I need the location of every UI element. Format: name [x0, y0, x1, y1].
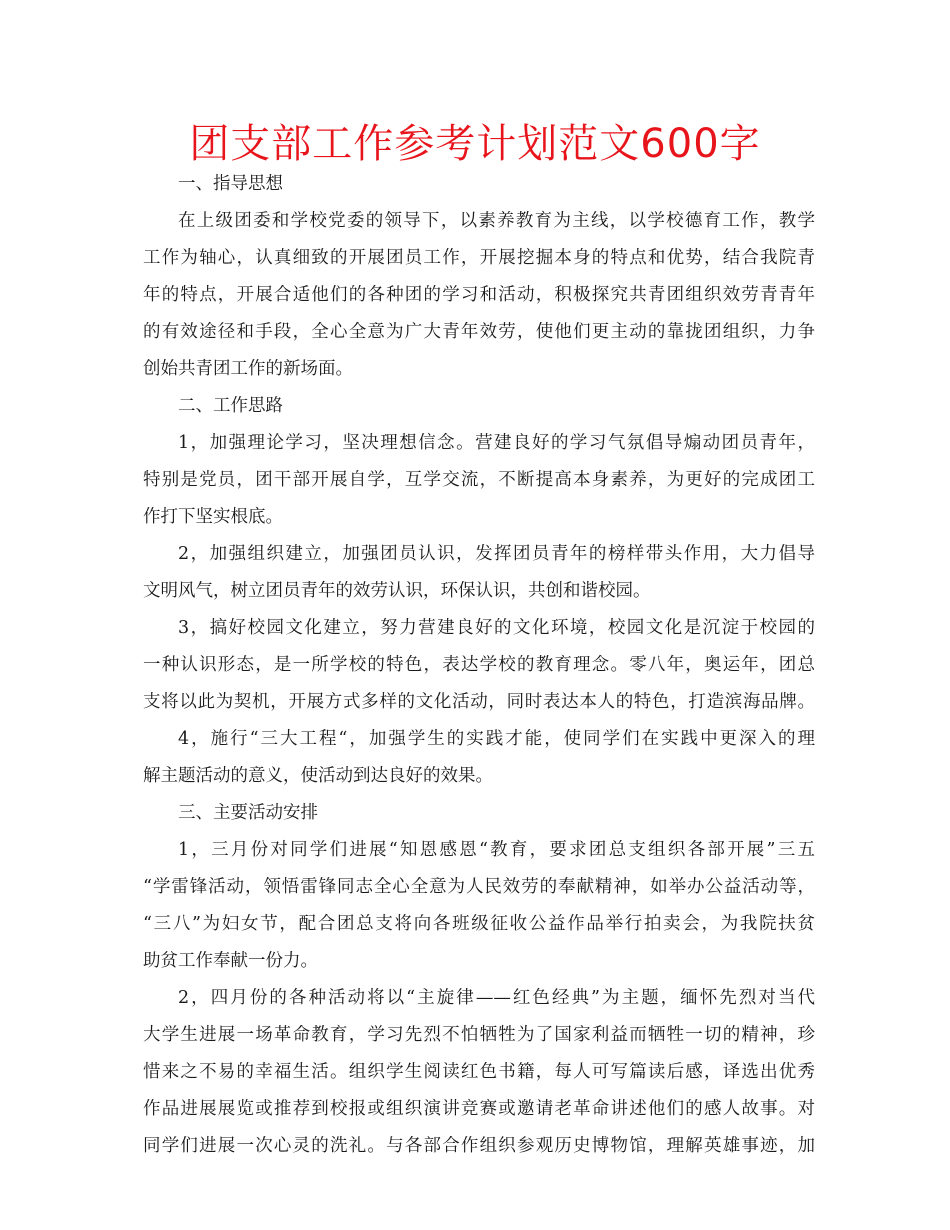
text-line: 解主题活动的意义，使活动到达良好的效果。	[143, 766, 493, 786]
text-line: 3，搞好校园文化建立，努力营建良好的文化环境，校园文化是沉淀于校园的	[178, 618, 815, 638]
text-line: “学雷锋活动，领悟雷锋同志全心全意为人民效劳的奉献精神，如举办公益活动等，	[143, 877, 815, 897]
document-body	[143, 166, 815, 1165]
text-line: 年的特点，开展合适他们的各种团的学习和活动，积极探究共青团组织效劳青青年	[143, 285, 815, 305]
text-line: “三八”为妇女节，配合团总支将向各班级征收公益作品举行拍卖会，为我院扶贫	[143, 914, 815, 934]
text-line: 助贫工作奉献一份力。	[143, 951, 318, 971]
text-line: 2，加强组织建立，加强团员认识，发挥团员青年的榜样带头作用，大力倡导	[178, 544, 815, 564]
text-line: 三、主要活动安排	[178, 803, 318, 823]
text-line: 在上级团委和学校党委的领导下，以素养教育为主线，以学校德育工作，教学	[178, 211, 815, 231]
text-line: 1，加强理论学习，坚决理想信念。营建良好的学习气氛倡导煽动团员青年，	[178, 433, 815, 453]
text-line: 作打下坚实根底。	[143, 507, 283, 527]
text-line: 文明风气，树立团员青年的效劳认识，环保认识，共创和谐校园。	[143, 581, 651, 601]
text-line: 大学生进展一场革命教育，学习先烈不怕牺牲为了国家利益而牺牲一切的精神，珍	[143, 1025, 815, 1045]
text-line: 1，三月份对同学们进展“知恩感恩“教育，要求团总支组织各部开展”三五	[178, 840, 815, 860]
text-line: 惜来之不易的幸福生活。组织学生阅读红色书籍，每人可写篇读后感，译选出优秀	[143, 1062, 815, 1082]
text-line: 工作为轴心，认真细致的开展团员工作，开展挖掘本身的特点和优势，结合我院青	[143, 248, 815, 268]
text-line: 一、指导思想	[178, 174, 283, 194]
text-line: 创始共青团工作的新场面。	[143, 359, 353, 379]
page-title: 团支部工作参考计划范文600字	[189, 121, 761, 167]
text-line: 作品进展展览或推荐到校报或组织演讲竞赛或邀请老革命讲述他们的感人故事。对	[143, 1099, 815, 1119]
text-line: 2，四月份的各种活动将以“主旋律——红色经典”为主题，缅怀先烈对当代	[178, 988, 815, 1008]
text-line: 支将以此为契机，开展方式多样的文化活动，同时表达本人的特色，打造滨海品牌。	[143, 692, 815, 712]
text-line: 4，施行“三大工程“，加强学生的实践才能，使同学们在实践中更深入的理	[178, 729, 815, 749]
text-line: 的有效途径和手段，全心全意为广大青年效劳，使他们更主动的靠拢团组织，力争	[143, 322, 815, 342]
text-line: 一种认识形态，是一所学校的特色，表达学校的教育理念。零八年，奥运年，团总	[143, 655, 815, 675]
text-line: 二、工作思路	[178, 396, 283, 416]
text-line: 特别是党员，团干部开展自学，互学交流，不断提高本身素养，为更好的完成团工	[143, 470, 815, 490]
text-line: 同学们进展一次心灵的洗礼。与各部合作组织参观历史博物馆，理解英雄事迹，加	[143, 1136, 815, 1156]
